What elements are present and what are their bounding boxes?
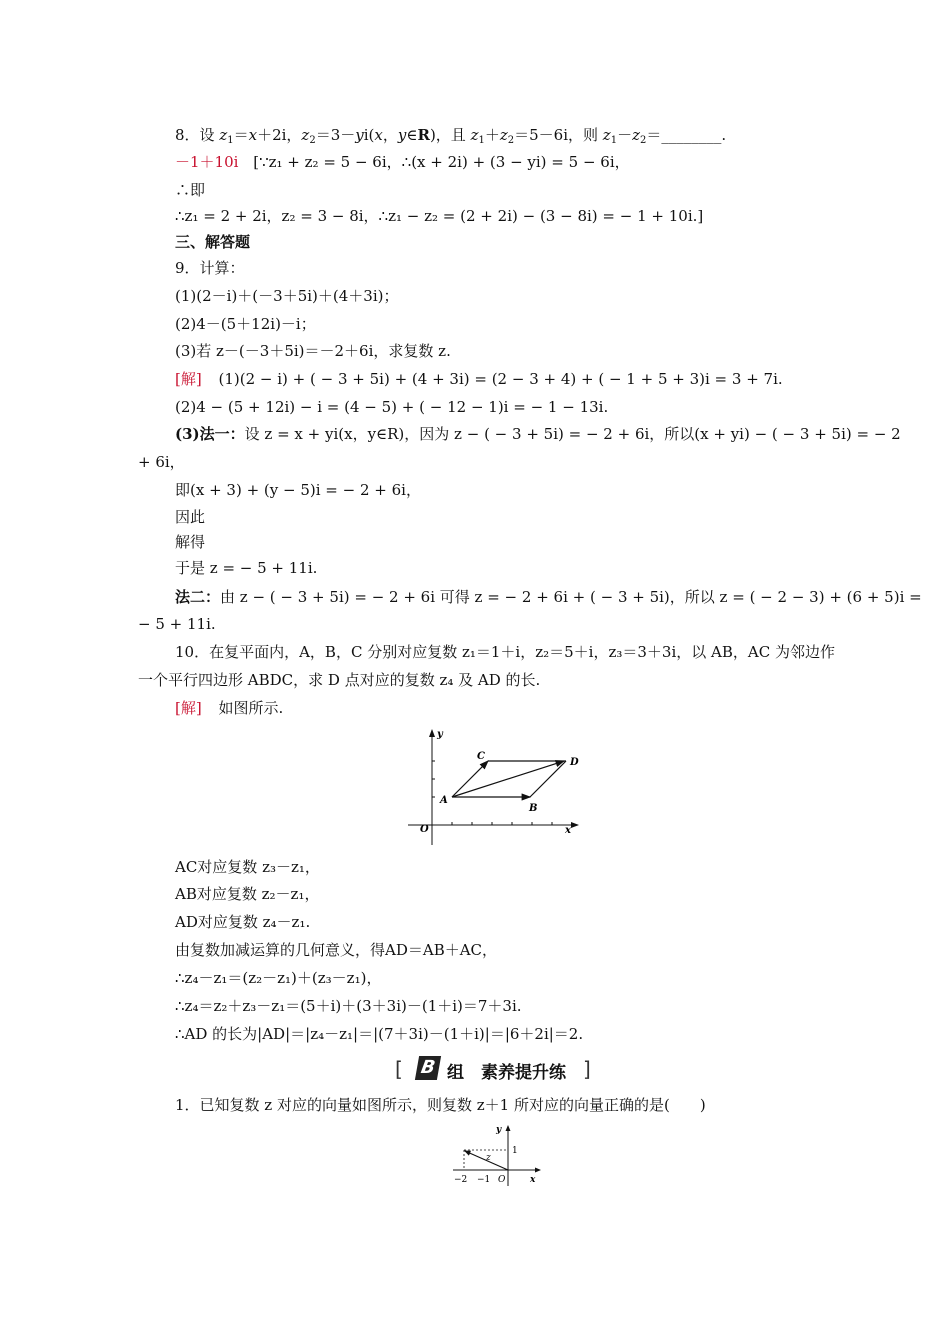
q8-answer-line (175, 152, 630, 172)
q10-ans4: 由复数加减运算的几何意义，得AD＝AB＋AC， (175, 941, 498, 959)
label-A: A (440, 795, 448, 806)
section-heading: 三、解答题 (175, 233, 251, 251)
q10-jie-label: [解] (175, 699, 202, 717)
q10-ans3: AD对应复数 z₄－z₁. (175, 913, 311, 931)
q10-jie-line (175, 698, 283, 718)
b1-label-m1: −1 (477, 1175, 491, 1185)
b1-label-y: y (496, 1125, 502, 1135)
q10-line1: 10．在复平面内，A，B，C 分别对应复数 z₁＝1＋i，z₂＝5＋i，z₃＝3＋3i，以 AB，AC 为邻边作 (175, 643, 835, 661)
label-y: y (437, 729, 443, 740)
q9-sol3f: 于是 z = − 5 + 11i. (175, 559, 318, 577)
q9-sol3e: 解得 (175, 533, 206, 551)
q8-text: 8．设 (175, 126, 220, 144)
b1-label-z: z (486, 1153, 491, 1163)
q9-title: 9．计算： (175, 259, 245, 277)
label-D: D (570, 757, 579, 768)
q8-solution-2: ∴即 (175, 181, 206, 199)
q9-sol2: (2)4 − (5 + 12i) − i = (4 − 5) + ( − 12 − 1)i = − 1 − 13i. (175, 398, 609, 416)
q9-sol4-line (175, 587, 922, 607)
vector-z-figure (448, 1122, 548, 1190)
q8-solution-3: ∴z₁ = 2 + 2i，z₂ = 3 − 8i，∴z₁ − z₂ = (2 + 2i) − (3 − 8i) = − 1 + 10i.] (175, 207, 704, 225)
label-O: O (420, 824, 429, 835)
real-set-R: R (417, 126, 430, 144)
method2-label: 法二： (175, 588, 221, 606)
q9-sol3-line (175, 424, 901, 444)
method1-label: (3)法一： (175, 425, 245, 443)
bracket-left: [ (395, 1057, 403, 1081)
parallelogram-figure (400, 725, 590, 850)
b1-label-1: 1 (512, 1146, 518, 1156)
label-C: C (477, 751, 485, 762)
q9-sol1-line (175, 369, 783, 389)
q8-question: 8．设 $z_1=x+2i$，$z_2=3-yi(x$，y∈R)，且 $z_1+z_2=5-6i$，则 $z_1-z_2=\_\_\_\_\_\_\_\_$. (175, 126, 727, 146)
b1-label-x: x (530, 1175, 536, 1185)
q8-answer: －1＋10i (175, 153, 239, 171)
q9-part2: (2)4－(5＋12i)－i； (175, 315, 316, 333)
q10-line2: 一个平行四边形 ABDC，求 D 点对应的复数 z₄ 及 AD 的长. (138, 671, 541, 689)
q10-ans2: AB对应复数 z₂－z₁， (175, 885, 320, 903)
label-B: B (529, 803, 538, 814)
group-b-header (395, 1055, 595, 1083)
q9-sol3b: + 6i， (138, 453, 185, 471)
label-x: x (565, 825, 571, 836)
q9-sol1: (1)(2 − i) + ( − 3 + 5i) + (4 + 3i) = (2 − 3 + 4) + ( − 1 + 5 + 3)i = 3 + 7i. (218, 370, 783, 388)
q8-solution-1: [∵z₁ + z₂ = 5 − 6i，∴(x + 2i) + (3 − yi) = 5 − 6i， (253, 153, 630, 171)
q9-part3: (3)若 z－(－3＋5i)＝－2＋6i，求复数 z. (175, 342, 451, 360)
q9-sol4a: 由 z − ( − 3 + 5i) = − 2 + 6i 可得 z = − 2 + 6i + ( − 3 + 5i)，所以 z = ( − 2 − 3) + (6 + 5)i = (220, 588, 922, 606)
b1-question: 1．已知复数 z 对应的向量如图所示，则复数 z＋1 所对应的向量正确的是( ) (175, 1096, 706, 1114)
group-b-title: 组 素养提升练 (447, 1063, 566, 1083)
q9-sol4b: − 5 + 11i. (138, 615, 216, 633)
q9-sol3d: 因此 (175, 508, 206, 526)
q10-ans5: ∴z₄－z₁＝(z₂－z₁)＋(z₃－z₁)， (175, 969, 382, 987)
b1-label-m2: −2 (454, 1175, 468, 1185)
q9-jie-label: [解] (175, 370, 202, 388)
q9-sol3c: 即(x + 3) + (y − 5)i = − 2 + 6i， (175, 481, 421, 499)
group-b-badge: B (415, 1056, 441, 1080)
q10-ans1: AC对应复数 z₃－z₁， (175, 858, 320, 876)
q10-ans7: ∴AD 的长为|AD|＝|z₄－z₁|＝|(7＋3i)－(1＋i)|＝|6＋2i|＝2. (175, 1025, 584, 1043)
bracket-right: ] (583, 1057, 591, 1081)
q9-sol3a: 设 z = x + yi(x，y∈R)，因为 z − ( − 3 + 5i) = − 2 + 6i，所以(x + yi) − ( − 3 + 5i) = − 2 (244, 425, 901, 443)
q10-caption: 如图所示. (218, 699, 284, 717)
q9-part1: (1)(2－i)＋(－3＋5i)＋(4＋3i)； (175, 287, 399, 305)
b1-label-O: O (498, 1175, 506, 1185)
q10-ans6: ∴z₄＝z₂＋z₃－z₁＝(5＋i)＋(3＋3i)－(1＋i)＝7＋3i. (175, 997, 522, 1015)
